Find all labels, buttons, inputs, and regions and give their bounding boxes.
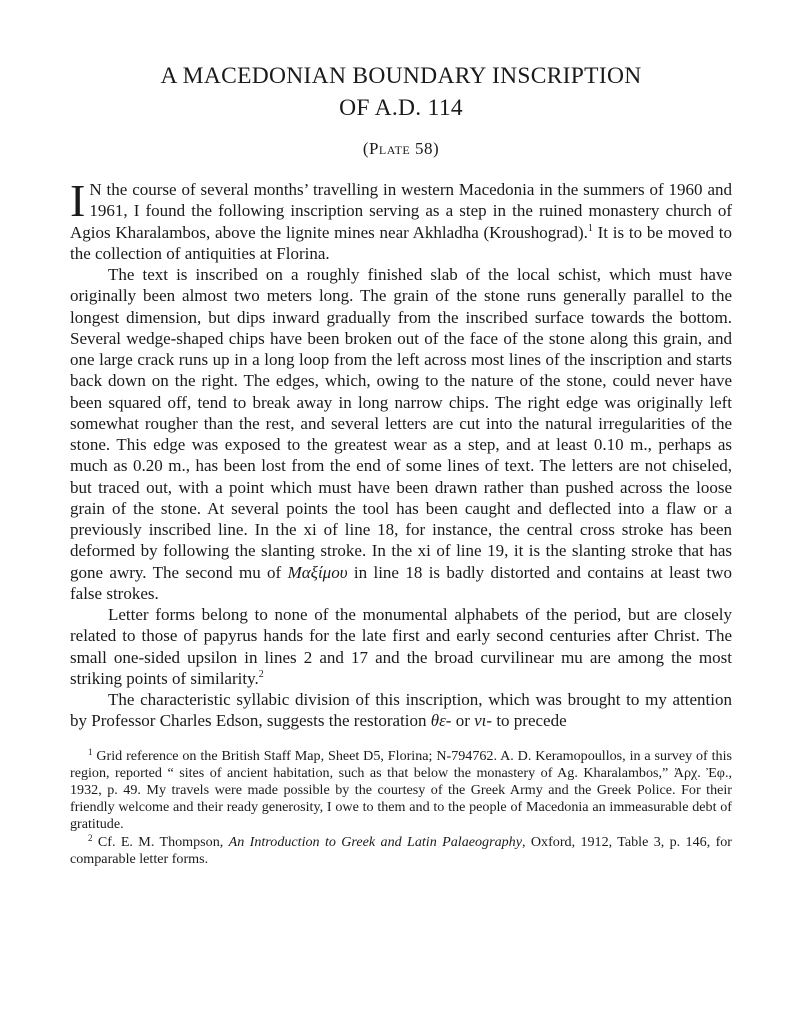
drop-cap: I <box>70 175 86 226</box>
footnote-ref-1: 1 <box>587 222 593 234</box>
paragraph-4-text: The characteristic syllabic division of this inscription, which was brought to my attention by Professor Charles Edson, suggests the restoration <box>70 690 732 731</box>
paragraph-2-text-after: in line 18 is badly distorted and contains at least two false strokes. <box>70 562 732 603</box>
title-line-2: OF A.D. 114 <box>339 95 463 121</box>
footnote-2-text: Cf. E. M. Thompson, <box>92 833 229 850</box>
paragraph-2-text: The text is inscribed on a roughly finished slab of the local schist, which must have originally been almost two meters long. The grain of the stone runs generally parallel to the longest dimension, but dips inward gradually from the inscribed surface towards the bottom. Several wedge-shaped chips have been broken out of the face of the stone along this grain, and one large crack runs up in a long loop from the left across most lines of the inscription and starts back down on the right. The edges, which, owing to the nature of the stone, could never have been squared off, tend to break away in long narrow chips. The right edge was originally left somewhat rougher than the rest, and several letters are cut into the natural irregularities of the stone. This edge was exposed to the greatest wear as a step, and at least 0.10 m., perhaps as much as 0.20 m., has been lost from the end of some lines of text. The letters are not chiseled, but traced out, with a point which must have been drawn rather than pushed across the loose grain of the stone. At several points the tool has been caught and deflected into a flaw or a previously inscribed line. In the xi of line 18, for instance, the central cross stroke has been deformed by following the slanting stroke. In the xi of line 19, it is the slanting stroke that has gone awry. The second mu of <box>70 265 732 582</box>
greek-syllable-ni: νι- <box>474 711 493 731</box>
paragraph-4-text-after: to precede <box>492 711 567 731</box>
paragraph-2 <box>70 264 732 604</box>
plate-reference: (Plate 58) <box>362 139 440 158</box>
footnote-2 <box>70 834 732 868</box>
article-title <box>70 60 732 124</box>
article-page <box>70 60 732 868</box>
footnote-ref-2: 2 <box>258 668 264 680</box>
paragraph-1-text: N the course of several months’ travelling in western Macedonia in the summers of 1960 and 1961, I found the following inscription serving as a step in the ruined monastery church of Agios Kharalambos, above the lignite mines near Akhladha (Kroushograd). <box>70 180 732 242</box>
footnote-2-number: 2 <box>88 832 93 843</box>
article-body <box>70 175 732 732</box>
paragraph-1-text-after: It is to be moved to the collection of antiquities at Florina. <box>70 222 732 263</box>
title-line-1: A MACEDONIAN BOUNDARY INSCRIPTION <box>160 63 642 89</box>
paragraph-3 <box>70 604 732 689</box>
footnote-1-number: 1 <box>88 746 93 757</box>
paragraph-1 <box>70 175 732 264</box>
footnote-2-text-after: , Oxford, 1912, Table 3, p. 146, for comparable letter forms. <box>70 833 733 867</box>
footnote-1 <box>70 748 732 834</box>
greek-syllable-the: θε- <box>430 711 452 731</box>
paragraph-4-text-mid: or <box>451 711 475 731</box>
footnote-2-book-title: An Introduction to Greek and Latin Palaeography <box>228 833 522 850</box>
paragraph-4 <box>70 689 732 732</box>
footnote-1-text: Grid reference on the British Staff Map, Sheet D5, Florina; N-794762. A. D. Keramopoullos, in a survey of this region, reported “ sites of ancient habitation, such as that below the monastery of Ag. Kharalambos,” <box>70 747 732 781</box>
greek-word-maximou: Μαξίμου <box>287 562 348 582</box>
footnote-1-text-after: , 1932, p. 49. My travels were made possible by the courtesy of the Greek Army and the Greek Police. For their friendly welcome and their ready generosity, I owe to them and to the people of Macedonia an immeasurable debt of gratitude. <box>70 764 732 833</box>
paragraph-3-text: Letter forms belong to none of the monumental alphabets of the period, but are closely related to those of papyrus hands for the late first and early second centuries after Christ. The small one-sided upsilon in lines 2 and 17 and the broad curvilinear mu are among the most striking points of similarity. <box>70 605 732 688</box>
footnote-1-greek: Ἀρχ. Ἐφ. <box>673 764 729 781</box>
footnotes <box>70 748 732 868</box>
